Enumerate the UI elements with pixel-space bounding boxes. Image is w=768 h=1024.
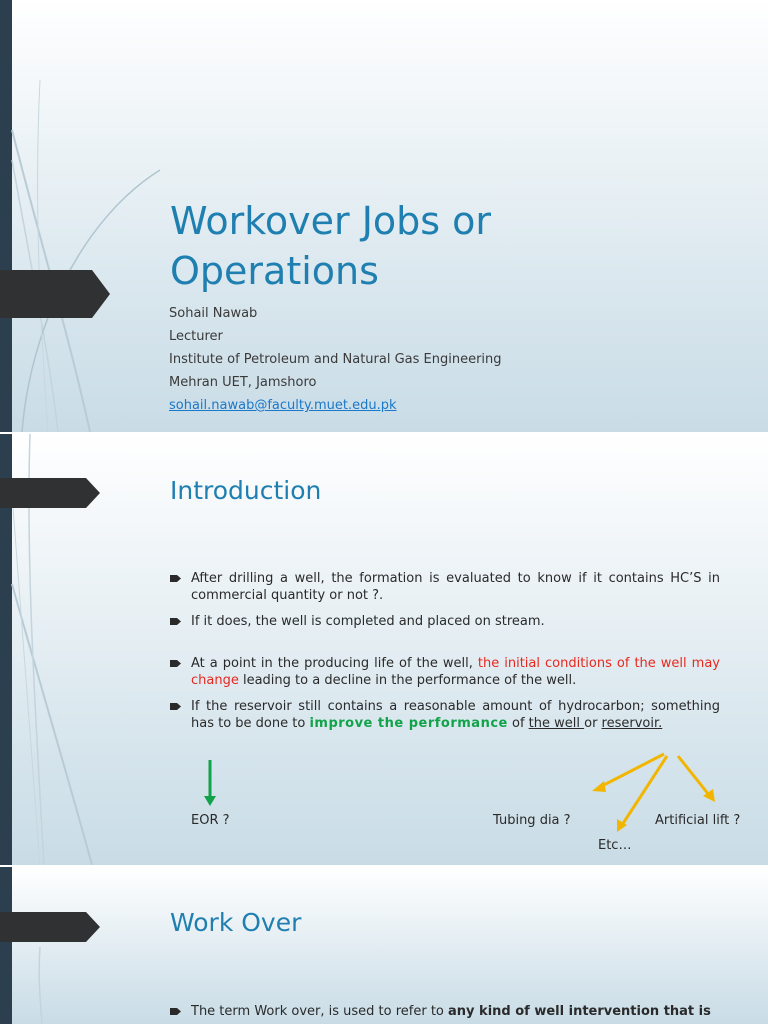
bullet-text: leading to a decline in the performance of the well. <box>238 673 577 688</box>
title-line-2: Operations <box>170 249 379 293</box>
label-etc: Etc… <box>598 838 632 853</box>
bullet-highlight-green: improve the performance <box>309 716 508 731</box>
decorative-swoosh <box>0 0 180 432</box>
yellow-arrow-lift <box>678 756 715 802</box>
label-tubing-dia: Tubing dia ? <box>493 813 571 828</box>
bullet-underlined-well: the well <box>528 716 585 731</box>
bullet-text: or <box>584 716 602 731</box>
author-email-link[interactable]: sohail.nawab@faculty.muet.edu.pk <box>169 398 397 413</box>
bullet-bold-text: any kind of well intervention that is <box>448 1004 711 1019</box>
slide-introduction <box>0 434 768 865</box>
slide-title-heading <box>170 196 491 296</box>
bullet-text: If it does, the well is completed and placed on stream. <box>191 614 545 629</box>
slide-tab-marker <box>0 912 100 942</box>
work-over-bullet-1 <box>170 1003 720 1020</box>
author-role: Lecturer <box>169 329 223 344</box>
slide-title <box>0 0 768 432</box>
slide-work-over <box>0 867 768 1024</box>
author-info <box>169 302 502 417</box>
bullet-text: After drilling a well, the formation is evaluated to know if it contains HC’S in commercial quantity or not ?. <box>191 571 720 603</box>
decorative-swoosh <box>0 867 180 1024</box>
bullet-text: If the reservoir still contains a reasonable amount of hydrocarbon; something has to be done to <box>191 699 720 731</box>
yellow-arrow-tubing <box>592 754 664 792</box>
diagram-arrows <box>0 434 768 865</box>
work-over-heading: Work Over <box>170 908 302 937</box>
bullet-underlined-reservoir: reservoir. <box>601 716 663 731</box>
label-eor: EOR ? <box>191 813 230 828</box>
author-institute: Institute of Petroleum and Natural Gas Engineering <box>169 352 502 367</box>
intro-heading: Introduction <box>170 476 322 505</box>
slide-tab-marker <box>0 270 110 318</box>
author-university: Mehran UET, Jamshoro <box>169 375 317 390</box>
arrow-bullet-icon <box>170 1008 181 1015</box>
title-line-1: Workover Jobs or <box>170 199 492 243</box>
work-over-bullet-list <box>170 1003 720 1020</box>
bullet-text: The term Work over, is used to refer to <box>191 1004 449 1019</box>
label-artificial-lift: Artificial lift ? <box>655 813 741 828</box>
bullet-highlight-red: the initial conditions of the well may change <box>191 656 720 688</box>
author-name: Sohail Nawab <box>169 306 258 321</box>
green-down-arrow <box>204 760 216 806</box>
bullet-text: of <box>507 716 529 731</box>
bullet-text: At a point in the producing life of the well, <box>191 656 478 671</box>
